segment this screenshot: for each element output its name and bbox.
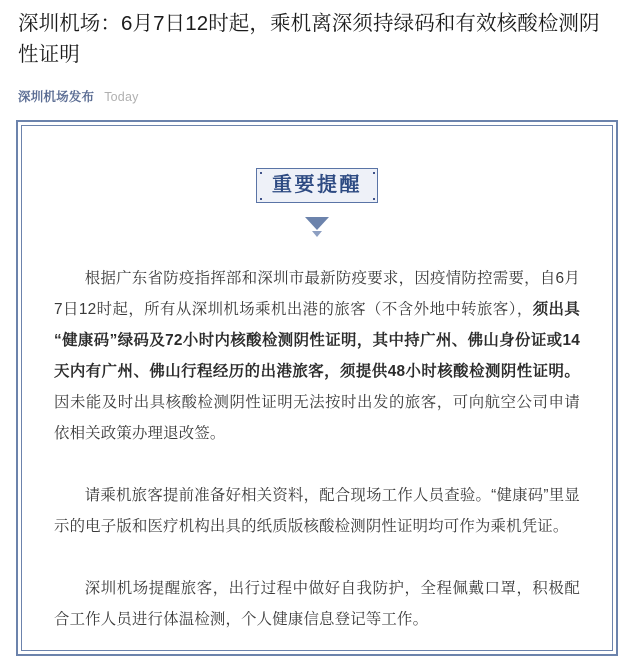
body-text: 因未能及时出具核酸检测阴性证明无法按时出发的旅客，可向航空公司申请依相关政策办理退改签。 xyxy=(54,394,580,442)
badge-corner-dot-top-left xyxy=(260,172,262,174)
article-header xyxy=(0,0,634,105)
badge-label: 重要提醒 xyxy=(272,174,362,196)
notice-paragraph-2 xyxy=(54,480,580,542)
arrow-triangle-large xyxy=(305,217,329,230)
body-text: 请乘机旅客提前准备好相关资料，配合现场工作人员查验。“健康码”里显示的电子版和医疗机构出具的纸质版核酸检测阴性证明均可作为乘机凭证。 xyxy=(54,487,580,535)
notice-paragraph-1 xyxy=(54,263,580,449)
notice-paragraph-3 xyxy=(54,573,580,635)
notice-card-inner xyxy=(21,125,613,651)
badge-corner-dot-top-right xyxy=(373,172,375,174)
body-text: 根据广东省防疫指挥部和深圳市最新防疫要求，因疫情防控需要，自6月7日12时起，所有从深圳机场乘机出港的旅客（不含外地中转旅客）， xyxy=(54,270,580,318)
arrow-triangle-small xyxy=(312,231,322,237)
notice-body xyxy=(48,263,586,635)
badge-container xyxy=(48,168,586,203)
important-notice-badge xyxy=(256,168,378,203)
byline-source[interactable]: 深圳机场发布 xyxy=(18,90,95,104)
badge-corner-dot-bottom-right xyxy=(373,198,375,200)
emphasis-text: 须出具“健康码”绿码及72小时内核酸检测阴性证明，其中持广州、佛山身份证或14天内有广州、佛山行程经历的出港旅客，须提供48小时核酸检测阴性证明。 xyxy=(54,301,580,380)
byline-timestamp: Today xyxy=(104,90,139,104)
badge-corner-dot-bottom-left xyxy=(260,198,262,200)
chevron-down-triangle-icon xyxy=(48,217,586,237)
byline xyxy=(18,87,612,105)
page-title: 深圳机场：6月7日12时起，乘机离深须持绿码和有效核酸检测阴性证明 xyxy=(18,12,600,66)
body-text: 深圳机场提醒旅客，出行过程中做好自我防护，全程佩戴口罩，积极配合工作人员进行体温检测，个人健康信息登记等工作。 xyxy=(54,580,580,628)
notice-card xyxy=(16,120,618,656)
